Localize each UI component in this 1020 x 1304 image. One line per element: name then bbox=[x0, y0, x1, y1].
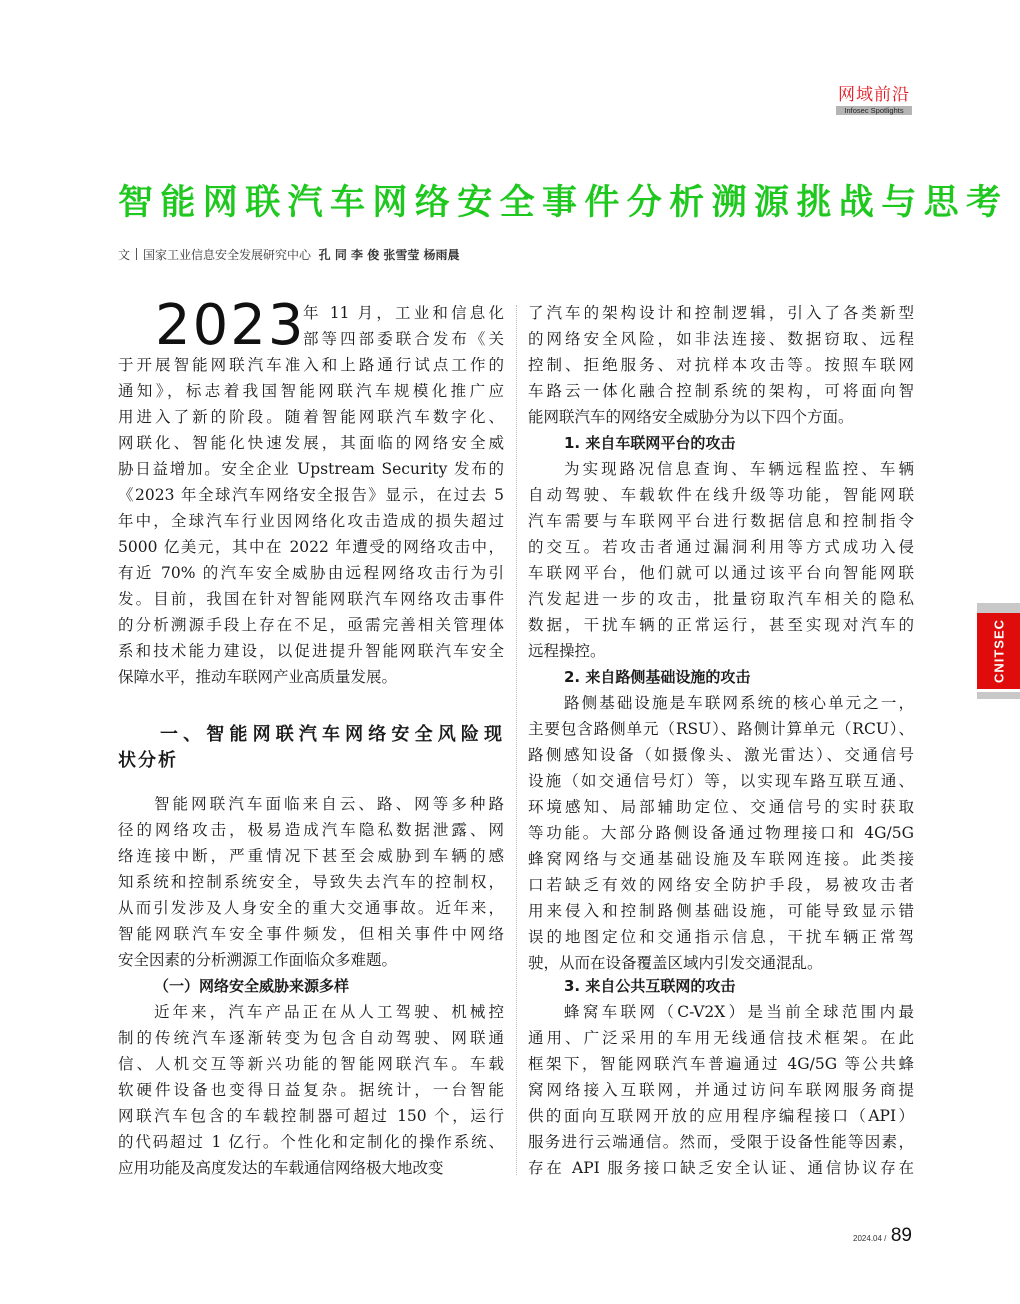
column-divider bbox=[516, 305, 517, 1175]
paragraph bbox=[528, 456, 914, 664]
text-line: 远程操控。 bbox=[528, 642, 606, 660]
text-line: 胁日益增加。安全企业 Upstream Security 发布的 bbox=[118, 460, 504, 478]
byline-authors: 孔 同 李 俊 张雪莹 杨雨晨 bbox=[318, 248, 460, 262]
text-line: 年 11 月，工业和信息化 bbox=[303, 304, 504, 322]
text-line: 汽发起进一步的攻击，批量窃取汽车相关的隐私 bbox=[528, 590, 914, 608]
text-line: 用来侵入和控制路侧基础设施，可能导致显示错 bbox=[528, 902, 914, 920]
page-number: 89 bbox=[890, 1225, 912, 1246]
text-line: 供的面向互联网开放的应用程序编程接口（API） bbox=[528, 1107, 914, 1125]
text-line: 车路云一体化融合控制系统的架构，可将面向智 bbox=[528, 382, 914, 400]
text-line: 用进入了新的阶段。随着智能网联汽车数字化、 bbox=[118, 408, 504, 426]
text-line: 数据，干扰车辆的正常运行，甚至实现对汽车的 bbox=[528, 616, 914, 634]
text-line: 知系统和控制系统安全，导致失去汽车的控制权， bbox=[118, 873, 504, 891]
issue-date: 2024.04 / bbox=[853, 1234, 887, 1243]
text-line: 控制、拒绝服务、对抗样本攻击等。按照车联网 bbox=[528, 356, 914, 374]
text-line: 驶，从而在设备覆盖区域内引发交通混乱。 bbox=[528, 954, 823, 972]
text-line: 智能网联汽车安全事件频发，但相关事件中网络 bbox=[118, 925, 504, 943]
subheading-text: （一）网络安全威胁来源多样 bbox=[154, 977, 350, 995]
text-line: 了汽车的架构设计和控制逻辑，引入了各类新型 bbox=[528, 304, 914, 322]
text-line: 路侧基础设施是车联网系统的核心单元之一， bbox=[564, 694, 914, 712]
side-tab bbox=[977, 603, 1020, 699]
text-line: 的分析溯源手段上存在不足，亟需完善相关管理体 bbox=[118, 616, 504, 634]
text-line: 为实现路况信息查询、车辆远程监控、车辆 bbox=[564, 460, 914, 478]
text-line: 智能网联汽车面临来自云、路、网等多种路 bbox=[154, 795, 504, 813]
subheading bbox=[528, 664, 914, 690]
paragraph bbox=[528, 300, 914, 430]
text-line: 蜂窝网络与交通基础设施及车联网连接。此类接 bbox=[528, 850, 914, 868]
text-line: 口若缺乏有效的网络安全防护手段，易被攻击者 bbox=[528, 876, 914, 894]
text-line: 自动驾驶、车载软件在线升级等功能，智能网联 bbox=[528, 486, 914, 504]
text-line: 部等四部委联合发布《关 bbox=[303, 330, 504, 348]
text-line: 软硬件设备也变得日益复杂。据统计，一台智能 bbox=[118, 1081, 504, 1099]
byline-prefix: 文 bbox=[118, 248, 131, 262]
text-line: 从而引发涉及人身安全的重大交通事故。近年来， bbox=[118, 899, 504, 917]
text-line: 通知》，标志着我国智能网联汽车规模化推广应 bbox=[118, 382, 504, 400]
side-tab-gray-top bbox=[977, 603, 1020, 613]
section-heading-line: 状分析 bbox=[118, 750, 178, 771]
text-line: 网联化、智能化快速发展，其面临的网络安全威 bbox=[118, 434, 504, 452]
side-tab-label: CNITSEC bbox=[991, 618, 1006, 684]
text-line: 的代码超过 1 亿行。个性化和定制化的操作系统、 bbox=[118, 1133, 504, 1151]
byline-separator bbox=[136, 248, 137, 260]
subheading bbox=[118, 973, 504, 999]
section-heading-line: 一、智能网联汽车网络安全风险现 bbox=[160, 724, 504, 745]
text-line: 设施（如交通信号灯）等，以实现车路互联互通、 bbox=[528, 772, 914, 790]
text-line: 有近 70% 的汽车安全威胁由远程网络攻击行为引 bbox=[118, 564, 504, 582]
byline-org: 国家工业信息安全发展研究中心 bbox=[143, 248, 312, 262]
text-line: 环境感知、局部辅助定位、交通信号的实时获取 bbox=[528, 798, 914, 816]
text-line: 的交互。若攻击者通过漏洞利用等方式成功入侵 bbox=[528, 538, 914, 556]
text-line: 框架下，智能网联汽车普遍通过 4G/5G 等公共蜂 bbox=[528, 1055, 914, 1073]
section-heading bbox=[118, 722, 504, 774]
text-line: 主要包含路侧单元（RSU）、路侧计算单元（RCU）、 bbox=[528, 720, 914, 738]
intro-paragraph bbox=[118, 352, 504, 690]
text-line: 年中，全球汽车行业因网络化攻击造成的损失超过 bbox=[118, 512, 504, 530]
text-line: 信、人机交互等新兴功能的智能网联汽车。车载 bbox=[118, 1055, 504, 1073]
text-line: 发。目前，我国在针对智能网联汽车网络攻击事件 bbox=[118, 590, 504, 608]
side-tab-red bbox=[977, 613, 1020, 689]
text-line: 能网联汽车的网络安全威胁分为以下四个方面。 bbox=[528, 408, 854, 426]
subheading-text: 1. 来自车联网平台的攻击 bbox=[564, 434, 736, 452]
page-folio bbox=[853, 1225, 912, 1247]
text-line: 网联汽车包含的车载控制器可超过 150 个，运行 bbox=[118, 1107, 504, 1125]
paragraph bbox=[528, 999, 914, 1181]
intro-first-lines bbox=[303, 300, 504, 352]
text-line: 窝网络接入互联网，并通过访问车联网服务商提 bbox=[528, 1081, 914, 1099]
subheading bbox=[528, 973, 914, 999]
text-line: 等功能。大部分路侧设备通过物理接口和 4G/5G bbox=[528, 824, 914, 842]
section-tag-cn: 网域前沿 bbox=[838, 85, 910, 105]
text-line: 径的网络攻击，极易造成汽车隐私数据泄露、网 bbox=[118, 821, 504, 839]
paragraph bbox=[118, 999, 504, 1181]
text-line: 应用功能及高度发达的车载通信网络极大地改变 bbox=[118, 1159, 444, 1177]
section-tag bbox=[836, 85, 912, 115]
text-line: 路侧感知设备（如摄像头、激光雷达）、交通信号 bbox=[528, 746, 914, 764]
side-tab-gray-bottom bbox=[977, 692, 1020, 699]
text-line: 的网络安全风险，如非法连接、数据窃取、远程 bbox=[528, 330, 914, 348]
section-tag-en: Infosec Spotlights bbox=[836, 106, 912, 115]
text-line: 误的地图定位和交通指示信息，干扰车辆正常驾 bbox=[528, 928, 914, 946]
text-line: 5000 亿美元，其中在 2022 年遭受的网络攻击中， bbox=[118, 538, 504, 556]
text-line: 蜂窝车联网（C-V2X）是当前全球范围内最 bbox=[564, 1003, 914, 1021]
subheading-text: 3. 来自公共互联网的攻击 bbox=[564, 977, 736, 995]
text-line: 制的传统汽车逐渐转变为包含自动驾驶、网联通 bbox=[118, 1029, 504, 1047]
text-line: 保障水平，推动车联网产业高质量发展。 bbox=[118, 668, 398, 686]
text-line: 络连接中断，严重情况下甚至会威胁到车辆的感 bbox=[118, 847, 504, 865]
paragraph bbox=[528, 690, 914, 976]
text-line: 车联网平台，他们就可以通过该平台向智能网联 bbox=[528, 564, 914, 582]
paragraph bbox=[118, 791, 504, 973]
subheading-text: 2. 来自路侧基础设施的攻击 bbox=[564, 668, 751, 686]
text-line: 系和技术能力建设，以促进提升智能网联汽车安全 bbox=[118, 642, 504, 660]
subheading bbox=[528, 430, 914, 456]
text-line: 存在 API 服务接口缺乏安全认证、通信协议存在 bbox=[528, 1159, 914, 1177]
byline bbox=[118, 246, 460, 263]
dropcap-year: 2023 bbox=[155, 293, 306, 358]
text-line: 安全因素的分析溯源工作面临众多难题。 bbox=[118, 951, 398, 969]
text-line: 服务进行云端通信。然而，受限于设备性能等因素， bbox=[528, 1133, 914, 1151]
text-line: 《2023 年全球汽车网络安全报告》显示，在过去 5 bbox=[118, 486, 504, 504]
article-title: 智能网联汽车网络安全事件分析溯源挑战与思考 bbox=[118, 183, 1009, 223]
text-line: 汽车需要与车联网平台进行数据信息和控制指令 bbox=[528, 512, 914, 530]
text-line: 于开展智能网联汽车准入和上路通行试点工作的 bbox=[118, 356, 504, 374]
text-line: 通用、广泛采用的车用无线通信技术框架。在此 bbox=[528, 1029, 914, 1047]
text-line: 近年来，汽车产品正在从人工驾驶、机械控 bbox=[154, 1003, 504, 1021]
